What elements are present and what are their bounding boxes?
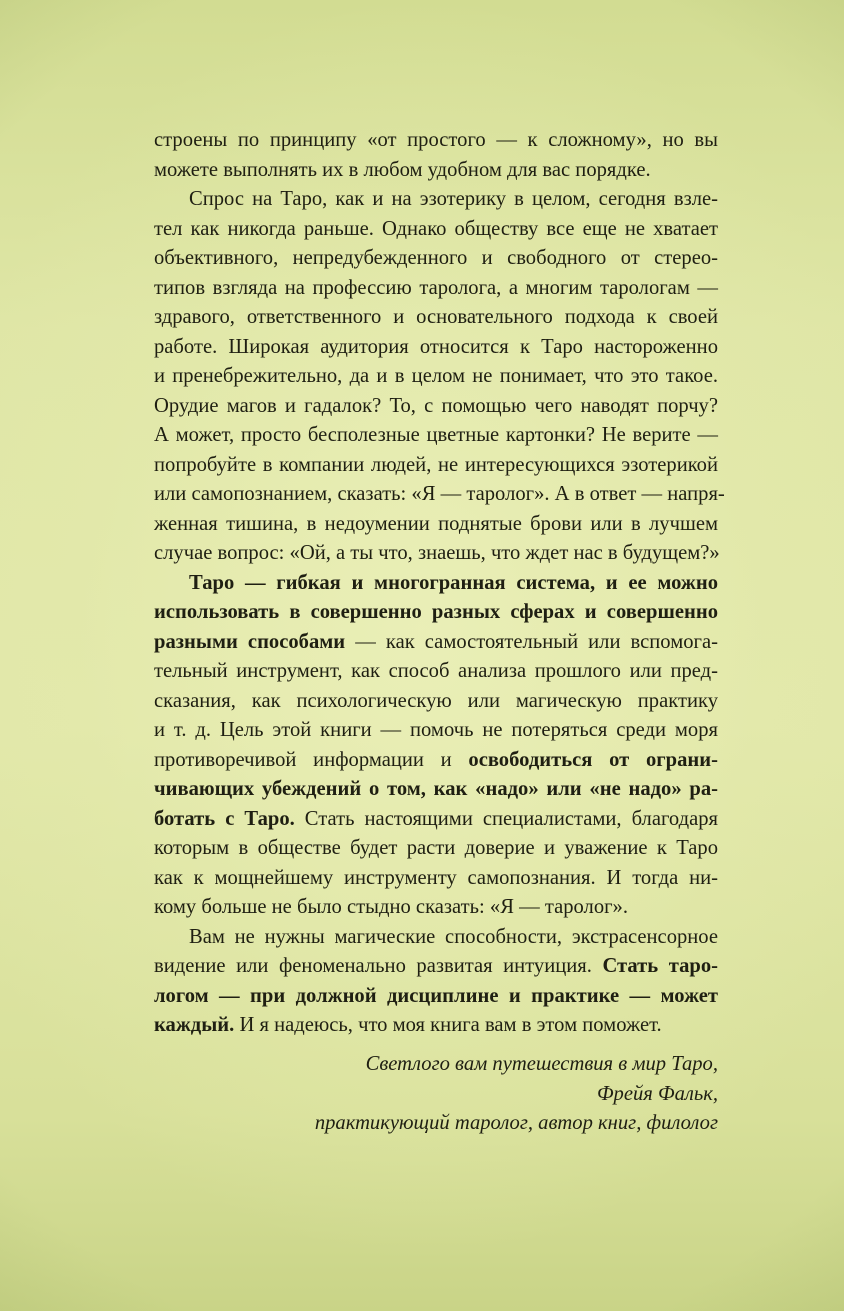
text-line: тел как никогда раньше. Однако обществу все еще не хватает xyxy=(154,217,718,240)
text-line xyxy=(154,805,718,835)
text-line: можете выполнять их в любом удобном для вас порядке. xyxy=(154,158,651,181)
bold-text: чивающих убеждений о том, как «надо» или «не надо» ра- xyxy=(154,778,718,800)
text-line: кому больше не было стыдно сказать: «Я — таролог». xyxy=(154,896,629,918)
text-line xyxy=(154,569,718,599)
bold-text: освободиться от ограни- xyxy=(468,748,718,771)
text-line: Вам не нужны магические способности, экстрасенсорное xyxy=(189,925,718,948)
text-line: случае вопрос: «Ой, а ты что, знаешь, что ждет нас в будущем?» xyxy=(154,542,720,564)
text-line: как к мощнейшему инструменту самопознания. И тогда ни- xyxy=(154,866,718,889)
text-line: которым в обществе будет расти доверие и уважение к Таро xyxy=(154,837,718,859)
bold-text: Стать таро- xyxy=(602,955,718,977)
signature-credentials: практикующий таролог, автор книг, филолог xyxy=(314,1112,718,1134)
plain-text: противоречивой информации и xyxy=(154,748,469,771)
text-line: Орудие магов и гадалок? То, с помощью чего наводят порчу? xyxy=(154,394,718,417)
text-line: попробуйте в компании людей, не интересующихся эзотерикой xyxy=(154,453,718,476)
bold-text: Таро — гибкая и многогранная система, и ее можно xyxy=(189,571,718,594)
signature xyxy=(315,1050,718,1139)
text-line xyxy=(154,982,718,1012)
text-line: сказания, как психологическую или магическую практику xyxy=(154,689,718,712)
bold-text: использовать в совершенно разных сферах и совершенно xyxy=(154,601,718,623)
plain-text: — как самостоятельный или вспомога- xyxy=(345,630,718,653)
text-line: строены по принципу «от простого — к сложному», но вы xyxy=(154,129,718,151)
text-line: типов взгляда на профессию таролога, а многим тарологам — xyxy=(154,276,718,299)
text-line: и пренебрежительно, да и в целом не понимает, что это такое. xyxy=(154,365,718,387)
text-line xyxy=(154,775,718,805)
paragraph-4 xyxy=(154,923,718,1041)
text-line: работе. Широкая аудитория относится к Таро настороженно xyxy=(154,335,718,358)
text-line: А может, просто бесполезные цветные картонки? Не верите — xyxy=(154,424,718,446)
paragraph-3 xyxy=(154,569,718,923)
text-line: Спрос на Таро, как и на эзотерику в целом, сегодня взле- xyxy=(189,188,718,210)
bold-text: каждый. xyxy=(154,1014,235,1036)
bold-text: разными способами xyxy=(154,630,346,653)
text-line: объективного, непредубежденного и свободного от стерео- xyxy=(154,247,718,269)
text-line xyxy=(154,746,718,776)
plain-text: Стать настоящими специалистами, благодаря xyxy=(294,807,718,830)
plain-text: И я надеюсь, что моя книга вам в этом поможет. xyxy=(234,1014,662,1036)
plain-text: видение или феноменально развитая интуиция. xyxy=(154,955,603,977)
text-line xyxy=(154,628,718,658)
text-line xyxy=(154,952,718,982)
text-line: женная тишина, в недоумении поднятые брови или в лучшем xyxy=(154,512,718,535)
text-line: здравого, ответственного и основательного подхода к своей xyxy=(154,306,718,328)
bold-text: ботать с Таро. xyxy=(154,807,295,830)
text-line: или самопознанием, сказать: «Я — таролог». А в ответ — напря- xyxy=(154,483,725,505)
text-line: тельный инструмент, как способ анализа прошлого или пред- xyxy=(154,660,718,682)
signature-author: Фрейя Фальк, xyxy=(596,1082,718,1105)
text-line xyxy=(154,598,718,628)
body-text xyxy=(154,126,725,1041)
text-line xyxy=(154,1011,718,1041)
text-line: и т. д. Цель этой книги — помочь не потеряться среди моря xyxy=(154,719,718,741)
paragraph-1 xyxy=(154,126,718,185)
bold-text: логом — при должной дисциплине и практике — может xyxy=(154,984,718,1007)
signature-wish: Светлого вам путешествия в мир Таро, xyxy=(365,1053,718,1075)
paragraph-2 xyxy=(154,185,725,569)
